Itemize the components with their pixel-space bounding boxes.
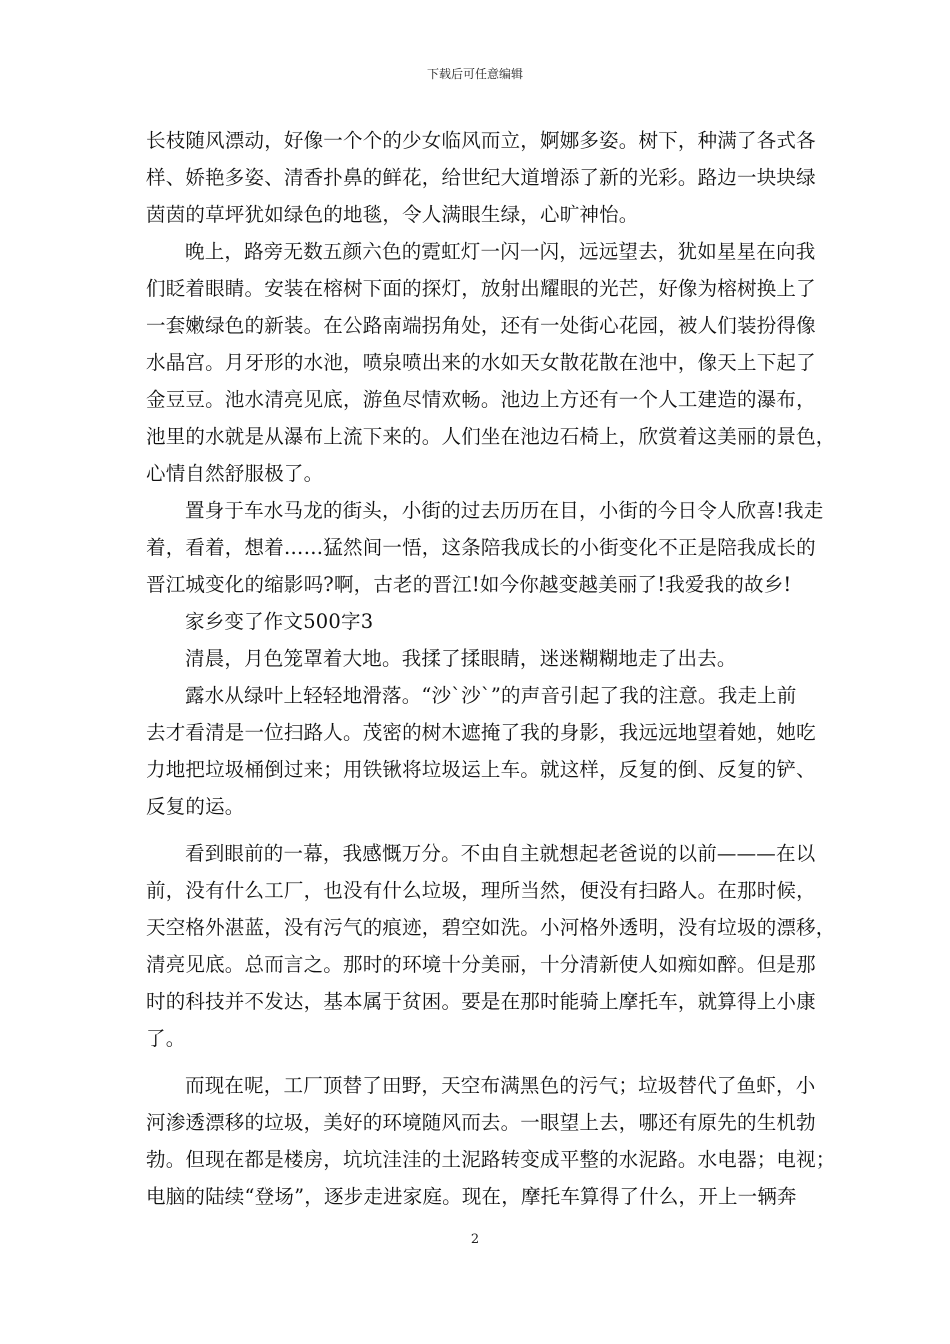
text-line: 电脑的陆续“登场”，逐步走进家庭。现在，摩托车算得了什么，开上一辆奔 [146, 1185, 797, 1208]
page-number: 2 [470, 1232, 480, 1247]
text-line: 河渗透漂移的垃圾，美好的环境随风而去。一眼望上去，哪还有原先的生机勃 [146, 1111, 816, 1134]
text-line: 了。 [146, 1027, 186, 1050]
text-line: 时的科技并不发达，基本属于贫困。要是在那时能骑上摩托车，就算得上小康 [146, 990, 816, 1013]
text-line: 去才看清是一位扫路人。茂密的树木遮掩了我的身影，我远远地望着她，她吃 [146, 721, 816, 744]
text-line: 勃。但现在都是楼房，坑坑洼洼的土泥路转变成平整的水泥路。水电器；电视； [146, 1148, 836, 1171]
text-line: 天空格外湛蓝，没有污气的痕迹，碧空如洗。小河格外透明，没有垃圾的漂移， [146, 916, 836, 939]
paragraph-first-line: 看到眼前的一幕，我感慨万分。不由自主就想起老爸说的以前———在以 [185, 842, 816, 865]
paragraph-first-line: 置身于车水马龙的街头，小街的过去历历在目，小街的今日令人欣喜!我走 [185, 499, 824, 522]
text-line: 水晶宫。月牙形的水池，喷泉喷出来的水如天女散花散在池中，像天上下起了 [146, 351, 816, 374]
paragraph-first-line: 而现在呢，工厂顶替了田野，天空布满黑色的污气；垃圾替代了鱼虾，小 [185, 1074, 816, 1097]
text-line: 金豆豆。池水清亮见底，游鱼尽情欢畅。池边上方还有一个人工建造的瀑布， [146, 388, 816, 411]
paragraph-spacer [146, 1057, 810, 1067]
text-line: 力地把垃圾桶倒过来；用铁锹将垃圾运上车。就这样，反复的倒、反复的铲、 [146, 758, 816, 781]
text-line: 们眨着眼睛。安装在榕树下面的探灯，放射出耀眼的光芒，好像为榕树换上了 [146, 277, 816, 300]
paragraph-first-line: 晚上，路旁无数五颜六色的霓虹灯一闪一闪，远远望去，犹如星星在向我 [185, 240, 816, 263]
paragraph-first-line: 露水从绿叶上轻轻地滑落。“沙`沙`”的声音引起了我的注意。我走上前 [185, 684, 797, 707]
text-line: 一套嫩绿色的新装。在公路南端拐角处，还有一处街心花园，被人们装扮得像 [146, 314, 816, 337]
text-line: 茵茵的草坪犹如绿色的地毯，令人满眼生绿，心旷神怡。 [146, 203, 639, 226]
text-line: 前，没有什么工厂，也没有什么垃圾，理所当然，便没有扫路人。在那时候， [146, 879, 816, 902]
section-title: 家乡变了作文500字3 [185, 610, 374, 633]
text-line: 池里的水就是从瀑布上流下来的。人们坐在池边石椅上，欣赏着这美丽的景色， [146, 425, 836, 448]
paragraph-first-line: 清晨，月色笼罩着大地。我揉了揉眼睛，迷迷糊糊地走了出去。 [185, 647, 737, 670]
paragraph-spacer [146, 825, 810, 835]
text-line: 心情自然舒服极了。 [146, 462, 324, 485]
text-line: 着，看着，想着……猛然间一悟，这条陪我成长的小街变化不正是陪我成长的 [146, 536, 816, 559]
text-line: 晋江城变化的缩影吗?啊，古老的晋江!如今你越变越美丽了!我爱我的故乡! [146, 573, 792, 596]
text-line: 清亮见底。总而言之。那时的环境十分美丽，十分清新使人如痴如醉。但是那 [146, 953, 816, 976]
text-line: 样、娇艳多姿、清香扑鼻的鲜花，给世纪大道增添了新的光彩。路边一块块绿 [146, 166, 816, 189]
document-body [146, 122, 836, 1215]
page-header: 下载后可任意编辑 [426, 67, 523, 81]
text-line: 长枝随风漂动，好像一个个的少女临风而立，婀娜多姿。树下，种满了各式各 [146, 129, 816, 152]
text-line: 反复的运。 [146, 795, 245, 818]
